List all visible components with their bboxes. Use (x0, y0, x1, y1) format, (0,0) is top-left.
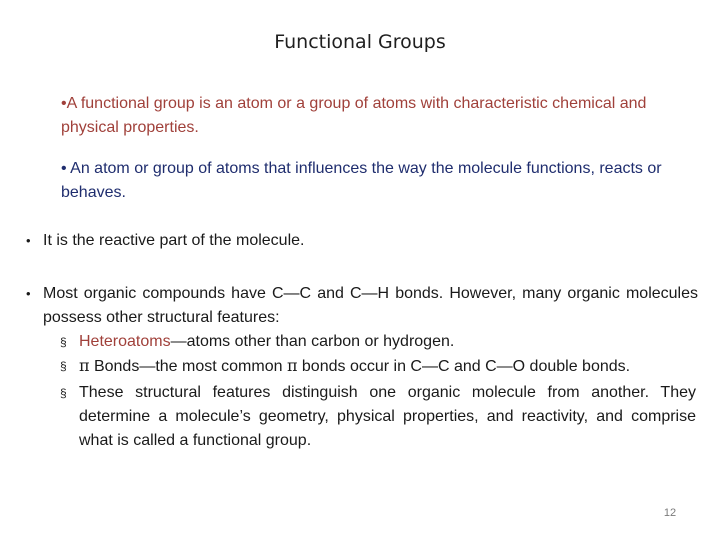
sub-bullet-text (79, 330, 696, 354)
slide-title: Functional Groups (274, 31, 446, 53)
definition-1: •A functional group is an atom or a group of atoms with characteristic chemical and physical properties. (61, 95, 647, 136)
pi-symbol: π (286, 356, 298, 375)
sub-bullet-marker: § (60, 386, 67, 400)
heteroatoms-definition: —atoms other than carbon or hydrogen. (170, 333, 455, 350)
pi-symbol: π (79, 356, 90, 375)
sub-bullet-marker: § (60, 359, 67, 373)
page-number: 12 (663, 507, 677, 519)
bullet-organic-compounds (26, 282, 698, 330)
sub-bullet-heteroatoms (60, 330, 696, 354)
bullet-reactive-part (26, 229, 698, 253)
sub-bullet-structural-features (60, 381, 696, 453)
sub-bullet-marker: § (60, 335, 67, 349)
bullet-text: It is the reactive part of the molecule. (43, 232, 305, 249)
pi-bonds-text-1: Bonds—the most common (89, 358, 287, 375)
sub-bullet-text: These structural features distinguish one organic molecule from another. They determine a molecule’s geometry, physical properties, and reactivity, and comprise what is called a functional group. (79, 384, 696, 449)
sub-bullet-pi-bonds (60, 354, 696, 379)
pi-bonds-text-2: bonds occur in C—C and C—O double bonds. (297, 358, 631, 375)
bullet-marker: • (26, 233, 31, 248)
bullet-marker: • (26, 286, 31, 301)
bullet-text: Most organic compounds have C—C and C—H bonds. However, many organic molecules possess other structural features: (43, 285, 698, 326)
definition-2: • An atom or group of atoms that influences the way the molecule functions, reacts or behaves. (61, 160, 662, 201)
heteroatoms-term: Heteroatoms (79, 333, 171, 350)
sub-bullet-text (79, 354, 696, 379)
